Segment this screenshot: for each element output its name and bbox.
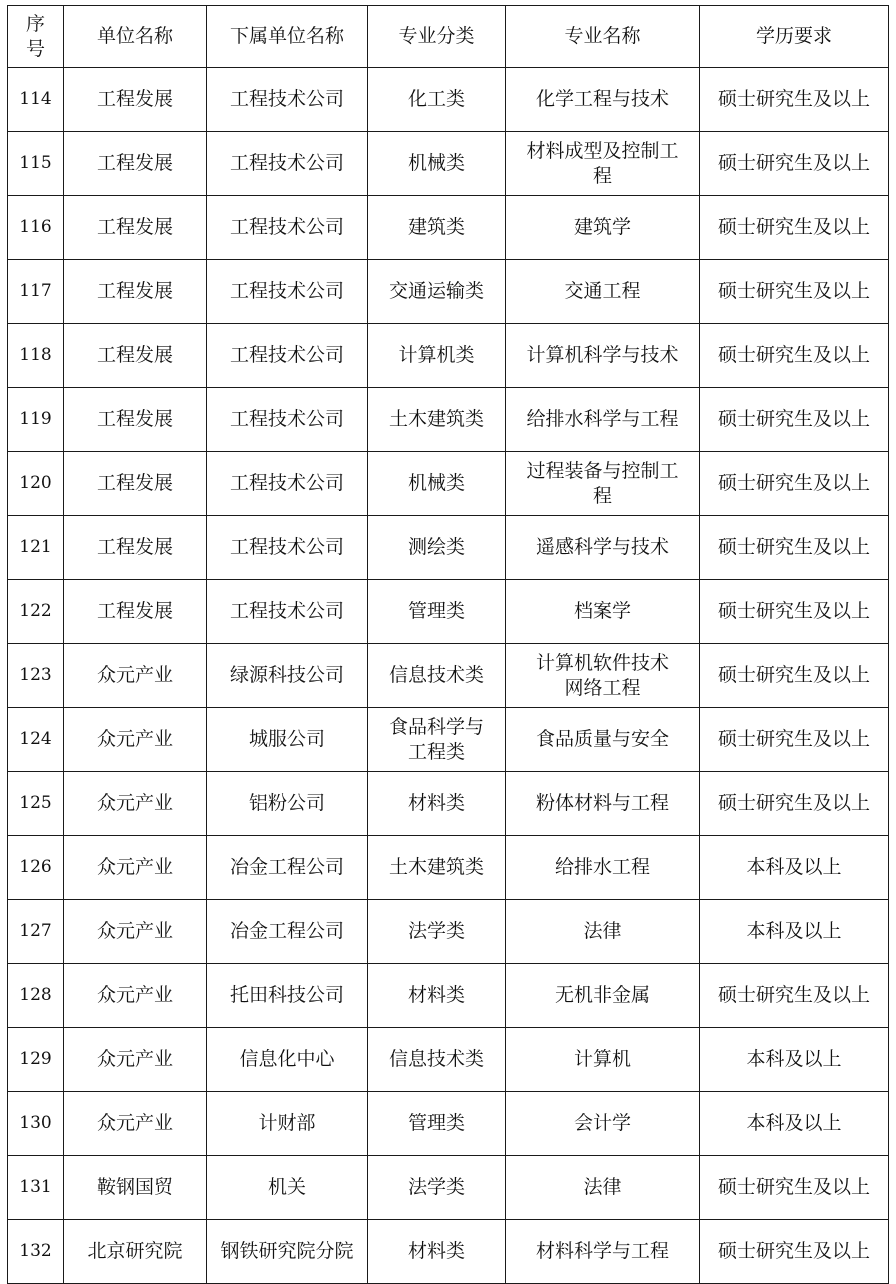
cell-no [8,132,64,196]
cell-education [700,1156,889,1220]
cell-major-text: 交通工程 [564,280,641,302]
table-row [8,1028,889,1092]
cell-category-text: 食品科学与 工程类 [388,715,484,763]
cell-education-text: 硕士研究生及以上 [717,408,870,430]
cell-education [700,260,889,324]
cell-major [506,580,700,644]
cell-education [700,132,889,196]
table-row [8,772,889,836]
cell-no [8,836,64,900]
cell-unit [64,132,207,196]
cell-education-text: 硕士研究生及以上 [717,344,870,366]
cell-category [368,1092,506,1156]
cell-no [8,260,64,324]
cell-major [506,196,700,260]
cell-no-text: 117 [19,281,52,301]
cell-no [8,772,64,836]
cell-category [368,260,506,324]
cell-major-text: 计算机 [573,1048,631,1070]
cell-no-text: 116 [19,217,52,237]
cell-subunit [207,388,368,452]
cell-unit-text: 工程发展 [96,280,173,302]
cell-unit [64,1220,207,1284]
cell-major-text: 档案学 [573,600,631,622]
cell-major [506,1156,700,1220]
cell-major [506,68,700,132]
cell-no [8,516,64,580]
cell-category [368,1156,506,1220]
cell-unit [64,516,207,580]
cell-subunit-text: 信息化中心 [239,1048,335,1070]
cell-education [700,1028,889,1092]
cell-unit-text: 众元产业 [96,1112,173,1134]
cell-unit-text: 众元产业 [96,856,173,878]
cell-education-text: 硕士研究生及以上 [717,1240,870,1262]
header-category: 专业分类 [368,6,506,68]
cell-education-text: 硕士研究生及以上 [717,472,870,494]
cell-category-text: 材料类 [407,792,465,814]
cell-major [506,900,700,964]
cell-subunit [207,964,368,1028]
cell-major [506,708,700,772]
cell-category [368,68,506,132]
cell-unit-text: 众元产业 [96,984,173,1006]
cell-category-text: 材料类 [407,1240,465,1262]
cell-subunit [207,708,368,772]
cell-no-text: 128 [19,985,52,1005]
cell-major-text: 给排水工程 [554,856,650,878]
cell-subunit-text: 工程技术公司 [229,280,344,302]
cell-unit [64,900,207,964]
cell-education [700,68,889,132]
cell-subunit-text: 工程技术公司 [229,472,344,494]
cell-no-text: 125 [19,793,52,813]
table-row [8,900,889,964]
cell-subunit [207,772,368,836]
cell-unit-text: 工程发展 [96,344,173,366]
cell-no-text: 127 [19,921,52,941]
cell-education-text: 硕士研究生及以上 [717,600,870,622]
cell-category [368,196,506,260]
cell-major [506,132,700,196]
table-row [8,1220,889,1284]
cell-major [506,772,700,836]
cell-subunit [207,132,368,196]
cell-unit-text: 工程发展 [96,472,173,494]
cell-no [8,452,64,516]
table-row [8,68,889,132]
cell-no [8,1220,64,1284]
header-major: 专业名称 [506,6,700,68]
cell-no-text: 131 [19,1177,52,1197]
cell-category-text: 管理类 [407,600,465,622]
cell-no [8,644,64,708]
cell-no-text: 120 [19,473,52,493]
cell-education-text: 硕士研究生及以上 [717,280,870,302]
table-header-row [8,6,889,68]
cell-subunit-text: 铝粉公司 [248,792,325,814]
cell-no-text: 123 [19,665,52,685]
table-row [8,516,889,580]
table-row [8,452,889,516]
cell-education-text: 硕士研究生及以上 [717,152,870,174]
cell-education-text: 硕士研究生及以上 [717,88,870,110]
cell-no-text: 124 [19,729,52,749]
cell-subunit [207,1028,368,1092]
table-row [8,388,889,452]
cell-education [700,388,889,452]
cell-subunit-text: 托田科技公司 [229,984,344,1006]
cell-no [8,964,64,1028]
cell-education-text: 硕士研究生及以上 [717,792,870,814]
cell-no-text: 118 [19,345,52,365]
table-row [8,708,889,772]
header-no: 序 号 [8,6,64,68]
cell-education [700,580,889,644]
cell-no [8,388,64,452]
cell-category [368,580,506,644]
cell-subunit [207,196,368,260]
cell-subunit-text: 钢铁研究院分院 [220,1240,354,1262]
cell-unit-text: 工程发展 [96,152,173,174]
cell-category-text: 建筑类 [407,216,465,238]
cell-major [506,260,700,324]
cell-category [368,132,506,196]
cell-category-text: 土木建筑类 [388,856,484,878]
cell-subunit-text: 工程技术公司 [229,88,344,110]
cell-no-text: 115 [19,153,52,173]
cell-education-text: 硕士研究生及以上 [717,216,870,238]
cell-category-text: 信息技术类 [388,1048,484,1070]
cell-subunit [207,260,368,324]
cell-unit [64,260,207,324]
cell-major-text: 化学工程与技术 [535,88,669,110]
cell-major-text: 遥感科学与技术 [535,536,669,558]
cell-no-text: 114 [19,89,52,109]
cell-subunit-text: 冶金工程公司 [229,856,344,878]
cell-unit-text: 众元产业 [96,1048,173,1070]
cell-category-text: 化工类 [407,88,465,110]
table-row [8,580,889,644]
cell-education-text: 本科及以上 [746,1112,842,1134]
cell-unit [64,388,207,452]
cell-unit-text: 工程发展 [96,216,173,238]
cell-unit [64,68,207,132]
cell-subunit-text: 绿源科技公司 [229,664,344,686]
table-body [8,68,889,1284]
cell-subunit [207,836,368,900]
cell-education-text: 硕士研究生及以上 [717,664,870,686]
cell-category-text: 交通运输类 [388,280,484,302]
cell-major-text: 会计学 [573,1112,631,1134]
cell-education [700,196,889,260]
cell-subunit [207,1092,368,1156]
cell-unit [64,708,207,772]
cell-no-text: 126 [19,857,52,877]
cell-no-text: 132 [19,1241,52,1261]
cell-category-text: 法学类 [407,1176,465,1198]
cell-no [8,68,64,132]
table-row [8,1156,889,1220]
cell-category-text: 机械类 [407,152,465,174]
cell-major-text: 建筑学 [573,216,631,238]
cell-category-text: 土木建筑类 [388,408,484,430]
cell-subunit [207,516,368,580]
cell-subunit [207,644,368,708]
cell-subunit [207,580,368,644]
cell-subunit [207,1156,368,1220]
cell-education [700,324,889,388]
cell-education-text: 本科及以上 [746,856,842,878]
table-row [8,1092,889,1156]
cell-unit-text: 工程发展 [96,88,173,110]
cell-subunit-text: 工程技术公司 [229,600,344,622]
cell-education [700,1220,889,1284]
cell-education [700,772,889,836]
cell-category-text: 管理类 [407,1112,465,1134]
cell-subunit-text: 工程技术公司 [229,536,344,558]
cell-subunit-text: 工程技术公司 [229,216,344,238]
cell-no [8,1156,64,1220]
cell-category-text: 法学类 [407,920,465,942]
cell-major-text: 过程装备与控制工 程 [526,459,679,507]
cell-unit-text: 工程发展 [96,600,173,622]
cell-no-text: 129 [19,1049,52,1069]
cell-unit-text: 众元产业 [96,664,173,686]
cell-unit [64,324,207,388]
cell-unit [64,452,207,516]
cell-major [506,1092,700,1156]
cell-category [368,516,506,580]
cell-major [506,964,700,1028]
cell-category [368,1220,506,1284]
cell-education [700,964,889,1028]
cell-subunit-text: 工程技术公司 [229,344,344,366]
cell-category-text: 机械类 [407,472,465,494]
cell-category-text: 信息技术类 [388,664,484,686]
cell-category [368,388,506,452]
cell-no [8,1092,64,1156]
cell-unit [64,196,207,260]
table-row [8,324,889,388]
cell-category [368,772,506,836]
cell-education [700,516,889,580]
cell-category [368,836,506,900]
cell-subunit [207,1220,368,1284]
table-row [8,196,889,260]
table-row [8,132,889,196]
header-subunit: 下属单位名称 [207,6,368,68]
cell-subunit [207,324,368,388]
cell-no [8,196,64,260]
cell-education-text: 硕士研究生及以上 [717,1176,870,1198]
cell-major-text: 给排水科学与工程 [526,408,679,430]
cell-category [368,964,506,1028]
cell-education-text: 本科及以上 [746,920,842,942]
cell-category-text: 测绘类 [407,536,465,558]
cell-no [8,580,64,644]
cell-category-text: 材料类 [407,984,465,1006]
cell-unit-text: 工程发展 [96,536,173,558]
cell-major-text: 计算机软件技术 网络工程 [535,651,669,699]
cell-education [700,708,889,772]
cell-unit-text: 众元产业 [96,728,173,750]
cell-major [506,1220,700,1284]
cell-major-text: 食品质量与安全 [535,728,669,750]
cell-subunit-text: 计财部 [258,1112,316,1134]
cell-unit-text: 北京研究院 [87,1240,183,1262]
cell-major [506,644,700,708]
cell-major-text: 计算机科学与技术 [526,344,679,366]
cell-major-text: 无机非金属 [554,984,650,1006]
table-row [8,260,889,324]
cell-major [506,388,700,452]
header-unit: 单位名称 [64,6,207,68]
table-row [8,644,889,708]
cell-major-text: 材料科学与工程 [535,1240,669,1262]
cell-unit [64,644,207,708]
cell-no-text: 119 [19,409,52,429]
cell-unit [64,772,207,836]
cell-education-text: 硕士研究生及以上 [717,536,870,558]
table-row [8,836,889,900]
cell-subunit-text: 城服公司 [248,728,325,750]
cell-no [8,324,64,388]
cell-major [506,516,700,580]
cell-major-text: 粉体材料与工程 [535,792,669,814]
cell-education-text: 硕士研究生及以上 [717,728,870,750]
cell-category [368,324,506,388]
cell-major [506,324,700,388]
cell-unit [64,1092,207,1156]
cell-subunit-text: 工程技术公司 [229,152,344,174]
cell-education-text: 本科及以上 [746,1048,842,1070]
cell-major-text: 法律 [583,1176,622,1198]
cell-major-text: 材料成型及控制工 程 [526,139,679,187]
cell-education [700,900,889,964]
cell-unit [64,964,207,1028]
cell-category-text: 计算机类 [398,344,475,366]
cell-unit-text: 鞍钢国贸 [96,1176,173,1198]
cell-no-text: 122 [19,601,52,621]
cell-subunit-text: 机关 [267,1176,306,1198]
cell-unit-text: 工程发展 [96,408,173,430]
cell-subunit [207,68,368,132]
cell-unit [64,836,207,900]
cell-unit-text: 众元产业 [96,792,173,814]
cell-major [506,452,700,516]
cell-education [700,452,889,516]
cell-no [8,900,64,964]
cell-category [368,708,506,772]
cell-category [368,644,506,708]
cell-category [368,1028,506,1092]
cell-subunit [207,900,368,964]
recruitment-table [7,5,889,1284]
cell-subunit-text: 冶金工程公司 [229,920,344,942]
cell-unit [64,1028,207,1092]
cell-category [368,452,506,516]
cell-subunit-text: 工程技术公司 [229,408,344,430]
cell-major [506,1028,700,1092]
cell-category [368,900,506,964]
cell-education [700,836,889,900]
cell-major [506,836,700,900]
cell-no [8,708,64,772]
cell-no [8,1028,64,1092]
cell-education-text: 硕士研究生及以上 [717,984,870,1006]
cell-major-text: 法律 [583,920,622,942]
cell-unit [64,580,207,644]
cell-unit-text: 众元产业 [96,920,173,942]
cell-education [700,1092,889,1156]
cell-unit [64,1156,207,1220]
cell-no-text: 130 [19,1113,52,1133]
cell-subunit [207,452,368,516]
cell-no-text: 121 [19,537,52,557]
table-row [8,964,889,1028]
cell-education [700,644,889,708]
header-education: 学历要求 [700,6,889,68]
